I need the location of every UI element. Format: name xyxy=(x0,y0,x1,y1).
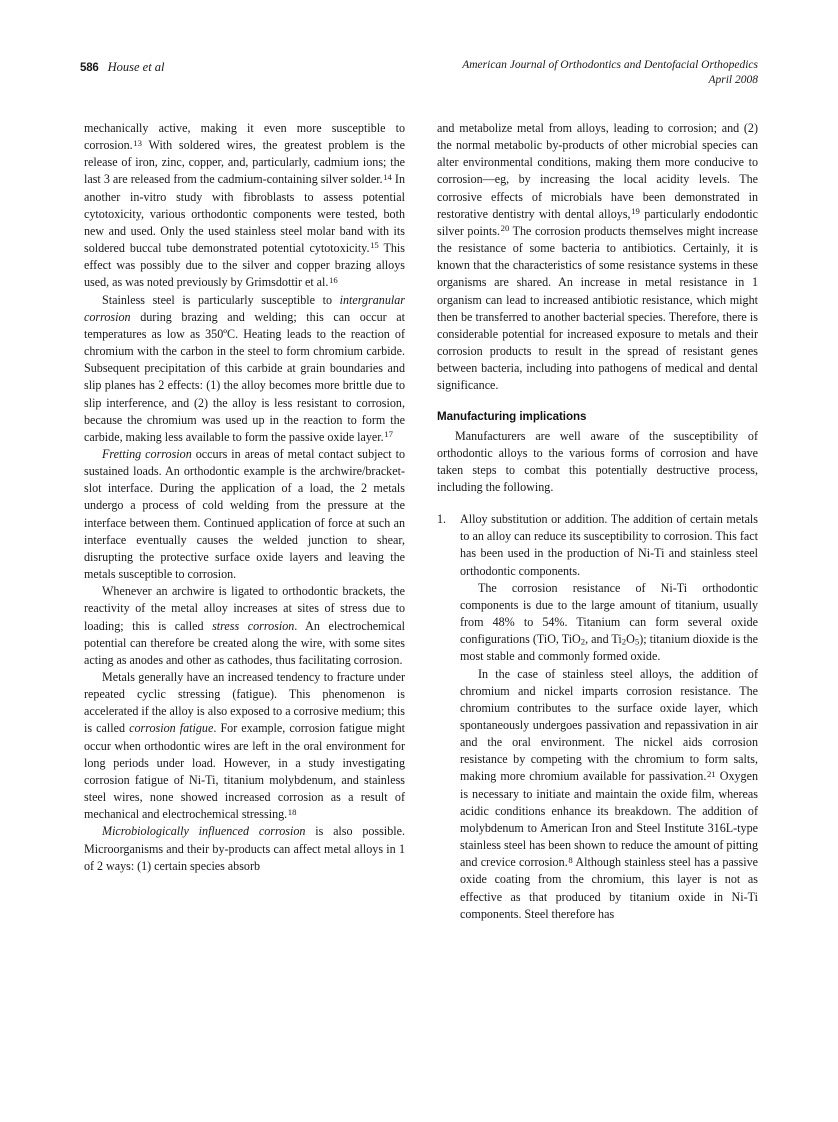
chemical-subscript: 2 xyxy=(580,636,586,647)
text-run: With soldered wires, the greatest problem is the release of iron, zinc, copper, and, particularly, cadmium ions; the last 3 are released from the cadmium-containing silver solder. xyxy=(84,138,405,187)
text-run: In another in-vitro study with fibroblasts to assess potential cytotoxicity, various orthodontic components were tested, both new and used. Only the used stainless steel molar band with its soldered buccal tube demonstrated potential cytotoxicity. xyxy=(84,172,405,256)
text-run: In the case of stainless steel alloys, the addition of chromium and nickel imparts corrosion resistance. The chromium contributes to the surface oxide layer, which spontaneously undergoes passivation and repassivation in air and the oral environment. The nickel aids corrosion resistance by competing with the chromium to form salts, making more chromium available for passivation. xyxy=(460,666,758,784)
text-run: . An electrochemical potential can therefore be created along the wire, with some sites acting as anodes and other as cathodes, thus facilitating corrosion. xyxy=(84,618,405,667)
reference-marker: 21 xyxy=(706,768,716,779)
text-run: Although stainless steel has a passive oxide coating from the chromium, this layer is not as effective as that produced by titanium oxide in Ni-Ti components. Steel therefore has xyxy=(460,855,758,921)
text-run: ); titanium dioxide is the most stable and commonly formed oxide. xyxy=(460,632,758,664)
reference-marker: 18 xyxy=(287,806,297,817)
term-emphasis: intergranular corrosion xyxy=(84,292,405,324)
right-column xyxy=(437,120,758,1070)
text-run: during brazing and welding; this can occur at temperatures as low as 350ºC. Heating leads to the reaction of chromium with the carbon in the steel to form chromium carbide. Subsequent precipitation of this carbide at grain boundaries and slip planes has 2 effects: (1) the alloy becomes more brittle due to slip interference, and (2) the alloy is less resistant to corrosion, because the chromium was used up in the reaction to form the carbide, making less available to form the passive oxide layer. xyxy=(84,309,405,444)
text-run: occurs in areas of metal contact subject to sustained loads. An orthodontic example is the archwire/bracket-slot interface. During the application of a load, the 2 metals undergo a process of cold welding from the pressure at the interface between them. Continued application of force at such an interface eventually causes the welded junction to shear, disrupting the protective surface oxide layers and leaving the metals susceptible to corrosion. xyxy=(84,446,405,582)
paragraph xyxy=(84,823,405,874)
reference-marker: 17 xyxy=(384,429,393,440)
paragraph xyxy=(84,120,405,292)
paragraph xyxy=(84,669,405,823)
header-right-group xyxy=(462,58,758,87)
chemical-subscript: 5 xyxy=(634,636,640,647)
text-run: The corrosion resistance of Ni-Ti orthodontic components is due to the large amount of titanium, usually from 48% to 54%. Titanium can form several oxide configurations (TiO, TiO xyxy=(460,580,758,647)
term-emphasis: corrosion fatigue xyxy=(129,721,214,736)
text-run: . For example, corrosion fatigue might occur when orthodontic wires are left in the oral environment for long periods under load. However, in a study investigating corrosion fatigue of Ni-Ti, titanium molybdenum, and stainless steel wires, none showed increased corrosion as a result of mechanical and electrochemical stressing. xyxy=(84,721,405,822)
page-number: 586 xyxy=(80,62,99,74)
paragraph xyxy=(84,446,405,583)
reference-marker: 19 xyxy=(631,206,640,217)
header-authors: House et al xyxy=(107,60,165,74)
running-header xyxy=(0,58,838,98)
text-run: The corrosion products themselves might increase the resistance of some bacteria to antibiotics. Certainly, it is known that the characteristics of some resistance systems in these organisms are shared. An increase in metal resistance in 1 organism can lead to increased antibiotic resistance, which might then be transferred to another bacterial species. Therefore, there is considerable potential for increased exposure to metals and their corrosion products to result in the spread of resistant genes between bacteria, including into pathogens of medical and dental significance. xyxy=(437,223,758,393)
chemical-subscript: 2 xyxy=(621,636,627,647)
text-run: and metabolize metal from alloys, leading to corrosion; and (2) the normal metabolic by-products of other microbial species can alter environmental conditions, making them more conducive to corrosion—eg, by increasing the local acidity levels. The corrosive effects of microbials have been demonstrated in restorative dentistry with dental alloys, xyxy=(437,121,758,221)
numbered-list xyxy=(437,511,758,923)
term-emphasis: Microbiologically influenced corrosion xyxy=(102,824,306,839)
section-heading: Manufacturing implications xyxy=(437,409,587,423)
reference-marker: 16 xyxy=(329,274,338,285)
reference-marker: 15 xyxy=(370,240,379,251)
reference-marker: 8 xyxy=(568,854,573,865)
paragraph xyxy=(460,580,758,666)
text-run: Stainless steel is particularly susceptible to xyxy=(102,292,340,307)
text-run: O xyxy=(626,632,635,647)
list-item-marker: 1. xyxy=(437,512,447,527)
paragraph xyxy=(84,292,405,446)
reference-marker: 20 xyxy=(500,223,510,234)
reference-marker: 14 xyxy=(383,171,392,182)
term-emphasis: stress corrosion xyxy=(212,618,295,633)
paragraph: Alloy substitution or addition. The addition of certain metals to an alloy can reduce its susceptibility to corrosion. This fact has been used in the production of Ni-Ti and stainless steel orthodontic components. xyxy=(460,512,758,578)
text-run: This effect was possibly due to the silver and copper brazing alloys used, as was noted previously by Grimsdottir et al. xyxy=(84,241,405,290)
paragraph xyxy=(437,120,758,395)
text-run: Whenever an archwire is ligated to orthodontic brackets, the reactivity of the metal alloy increases at sites of stress due to loading; this is called xyxy=(84,584,405,633)
text-run: mechanically active, making it even more susceptible to corrosion. xyxy=(84,121,405,153)
text-run: is also possible. Microorganisms and their by-products can affect metal alloys in 1 of 2 ways: (1) certain species absorb xyxy=(84,824,406,873)
paragraph xyxy=(460,666,758,923)
list-item xyxy=(437,511,758,923)
header-issue-date: April 2008 xyxy=(708,73,758,86)
header-journal-title: American Journal of Orthodontics and Dentofacial Orthopedics xyxy=(462,59,758,71)
term-emphasis: Fretting corrosion xyxy=(102,446,192,461)
paragraph xyxy=(84,583,405,669)
article-body xyxy=(84,120,758,1070)
text-run: Oxygen is necessary to initiate and maintain the oxide film, whereas acidic conditions enhance its breakdown. The addition of molybdenum to American Iron and Steel Institute 316L-type stainless steel has been shown to reduce the amount of pitting and crevice corrosion. xyxy=(460,769,758,870)
text-run: particularly endodontic silver points. xyxy=(437,206,758,238)
left-column xyxy=(84,120,405,1070)
reference-marker: 13 xyxy=(133,137,142,148)
text-run: , and Ti xyxy=(585,632,622,647)
paragraph: Manufacturers are well aware of the susceptibility of orthodontic alloys to the various forms of corrosion and have taken steps to combat this potentially destructive process, including the following. xyxy=(437,428,758,494)
text-run: Metals generally have an increased tendency to fracture under repeated cyclic stressing (fatigue). This phenomenon is accelerated if the alloy is also exposed to a corrosive medium; this is called xyxy=(84,670,405,736)
header-left-group xyxy=(80,58,165,76)
